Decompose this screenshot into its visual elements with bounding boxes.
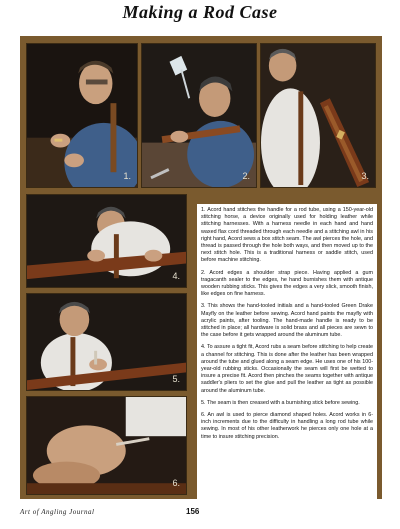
paragraph-step-4: 4. To assure a tight fit, Acord rubs a seam before stitching to help create a channel for stitching. This is done after the leather has been wrapped around the tube and glued along a seam edge. He uses one of his 100-year-old rubbing sticks. Occasionally the seam will first be wetted to insure a precise fit. Acord then pinches the seams together with antique saddler's pliers to set the glue and pull the leather as tight as possible around the aluminum tube. (201, 344, 373, 394)
article-text (197, 204, 377, 500)
photo-5-image (27, 294, 186, 390)
paragraph-step-5: 5. The seam is then creased with a burnishing stick before sewing. (201, 399, 360, 406)
photo-rubbing-seam (26, 194, 187, 288)
photo-creasing-seam (26, 293, 187, 391)
photo-stitching-handle (26, 43, 138, 188)
paragraph-step-3: 3. This shows the hand-tooled initials and a hand-tooled Green Drake Mayfly on the leather before sewing. Acord hand paints the mayfly with acrylic paints, after tooling. The hand-made handle is ready to be stitched in place; all hardware is solid brass and all pieces are sewn to the case before it gets wrapped around the aluminum tube. (201, 303, 373, 339)
photo-2-image (142, 44, 256, 187)
photo-5-caption: 5. (172, 374, 180, 384)
photo-edging-strap (141, 43, 257, 188)
photo-2-caption: 2. (242, 171, 250, 181)
photo-1-caption: 1. (123, 171, 131, 181)
photo-4-image (27, 195, 186, 287)
photo-6-caption: 6. (172, 478, 180, 488)
page-number: 156 (186, 507, 200, 516)
photo-6-image (27, 397, 186, 494)
photo-1-image (27, 44, 137, 187)
photo-3-image (261, 44, 375, 187)
page-title: Making a Rod Case (122, 2, 278, 22)
paragraph-step-6: 6. An awl is used to pierce diamond shaped holes. Acord works in 6-inch increments due to the difficulty in handling a long rod tube while sewing. In most of his other leatherwork he pierces only one hole at a time to insure stitching precision. (201, 412, 373, 440)
paragraph-step-2: 2. Acord edges a shoulder strap piece. Having applied a gum tragacanth sealer to the edges, he hand burnishes them with antique wooden rubbing sticks. This gives the edges a very slick, smooth finish, like edges on fine harness. (201, 269, 373, 298)
journal-name: Art of Angling Journal (20, 508, 95, 516)
photo-tooled-initials (260, 43, 376, 188)
paragraph-step-1: 1. Acord hand stitches the handle for a rod tube, using a 150-year-old stitching horse, a device originally used for holding leather while stitching harnesses. With a harness needle in each hand and hand waxed flax cord threaded through each needle and a stitching awl in his right hand, Acord sews a box stitch seam. The awl pierces the hole, and thread is passed through the hole both ways, and then moved up to the next stitch hole. This is a traditional harness or saddle stitch, used before machine stitching. (201, 207, 373, 264)
photo-3-caption: 3. (361, 171, 369, 181)
photo-piercing-holes (26, 396, 187, 495)
photo-4-caption: 4. (172, 271, 180, 281)
